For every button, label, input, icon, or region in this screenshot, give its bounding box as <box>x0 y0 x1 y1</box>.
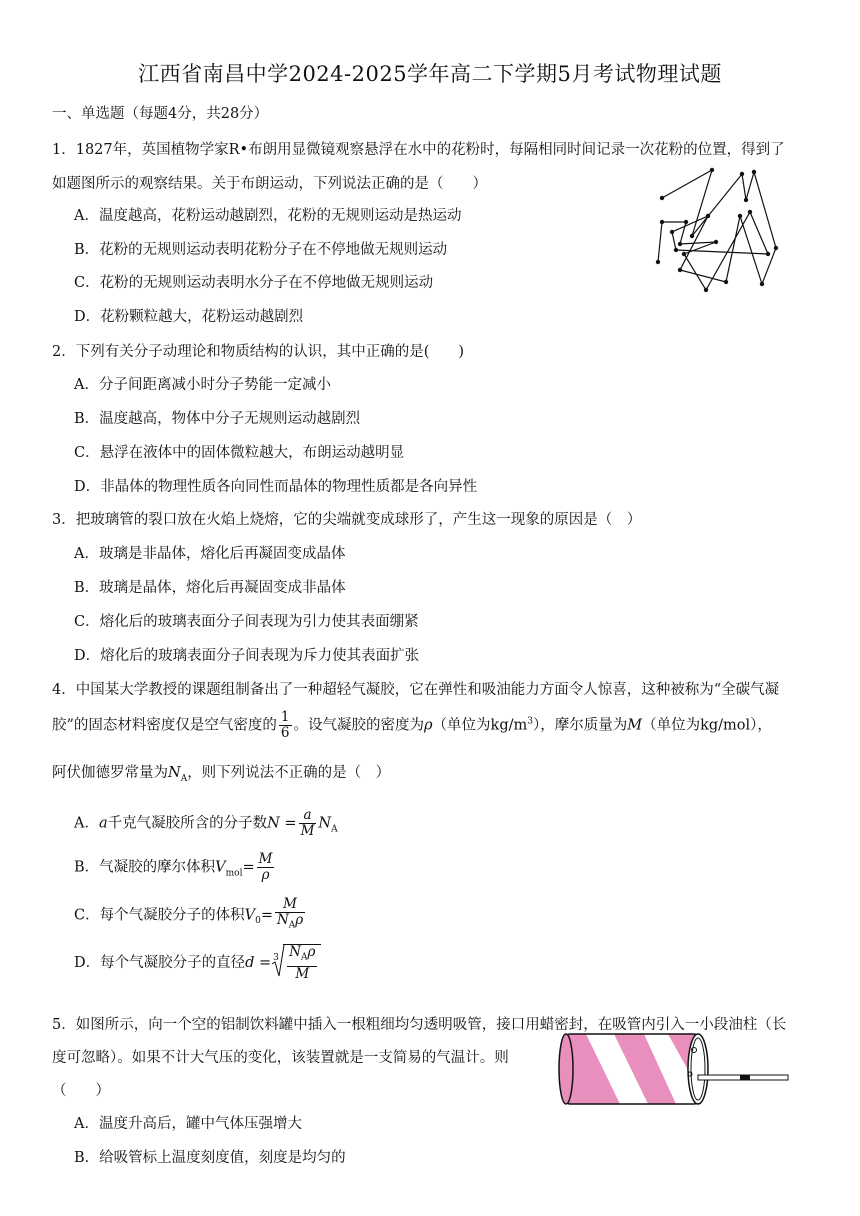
option-c-denominator <box>275 913 305 934</box>
q4-option-d <box>74 944 321 982</box>
q4-line3-text-b: ，则下列说法不正确的是（ ） <box>187 765 391 781</box>
root-index: 3 <box>273 953 279 963</box>
rho-symbol: ρ <box>424 717 433 734</box>
q2-option-a: A．分子间距离减小时分子势能一定减小 <box>74 377 331 393</box>
option-b-lhs-subscript: mol <box>225 868 243 879</box>
option-c-den-n: N <box>276 912 289 928</box>
q4-line2-text-d: ），摩尔质量为 <box>532 717 628 734</box>
q1-option-b: B．花粉的无规则运动表明花粉分子在不停地做无规则运动 <box>74 242 448 258</box>
q2-option-d: D．非晶体的物理性质各向同性而晶体的物理性质都是各向异性 <box>74 479 478 495</box>
q3-option-c: C．熔化后的玻璃表面分子间表现为引力使其表面绷紧 <box>74 614 419 630</box>
molar-mass-symbol: M <box>627 717 643 734</box>
q1-stem-line2: 如题图所示的观察结果。关于布朗运动，下列说法正确的是（ ） <box>52 176 487 192</box>
q4-option-c <box>74 897 307 934</box>
option-d-num-n: N <box>289 944 301 960</box>
q5-option-b: B．给吸管标上温度刻度值，刻度是均匀的 <box>74 1150 346 1166</box>
option-a-letter: A． <box>74 815 99 832</box>
q3-option-b: B．玻璃是晶体，熔化后再凝固变成非晶体 <box>74 580 346 596</box>
q4-line2-text-a: 胶”的固态材料密度仅是空气密度的 <box>52 717 277 734</box>
option-c-equals: = <box>260 907 273 924</box>
avogadro-subscript: A <box>180 773 188 784</box>
option-b-text: B．气凝胶的摩尔体积 <box>74 859 216 876</box>
option-a-numerator: a <box>299 808 317 824</box>
option-c-den-rho: ρ <box>295 912 304 928</box>
avogadro-symbol: N <box>168 765 181 781</box>
option-d-text: D．每个气凝胶分子的直径 <box>74 954 246 971</box>
q4-option-b <box>74 852 276 883</box>
section-heading: 一、单选题（每题4分，共28分） <box>52 106 269 122</box>
q2-option-c: C．悬浮在液体中的固体微粒越大，布朗运动越明显 <box>74 445 405 461</box>
q4-option-a <box>74 808 338 839</box>
q4-stem-line3 <box>52 763 390 789</box>
option-b-equals: = <box>242 859 255 876</box>
option-b-fraction <box>257 852 275 883</box>
option-a-denominator: M <box>300 823 315 839</box>
q4-line2-text-e: （单位为kg/mol）， <box>642 717 772 734</box>
q3-stem: 3．把玻璃管的裂口放在火焰上烧熔，它的尖端就变成球形了，产生这一现象的原因是（ ） <box>52 512 642 528</box>
option-a-fraction <box>299 808 317 839</box>
fraction-numerator: 1 <box>280 709 290 725</box>
option-a-lhs: N = <box>267 815 297 832</box>
q2-stem: 2．下列有关分子动理论和物质结构的认识，其中正确的是( ) <box>52 344 465 360</box>
option-b-numerator: M <box>258 851 273 867</box>
q1-option-a: A．温度越高，花粉运动越剧烈，花粉的无规则运动是热运动 <box>74 208 462 224</box>
option-d-numerator <box>287 945 317 967</box>
q5-stem-line2: 度可忽略）。如果不计大气压的变化，该装置就是一支简易的气温计。则 <box>52 1050 509 1066</box>
q1-option-d: D．花粉颗粒越大，花粉运动越剧烈 <box>74 309 304 325</box>
option-c-fraction <box>275 897 305 934</box>
option-a-na: N <box>318 815 332 832</box>
q2-option-b: B．温度越高，物体中分子无规则运动越剧烈 <box>74 411 361 427</box>
q4-stem-line2 <box>52 710 772 741</box>
q1-stem-line1: 1．1827年，英国植物学家R•布朗用显微镜观察悬浮在水中的花粉时，每隔相同时间记录一次花粉的位置，得到了 <box>52 142 785 158</box>
option-d-num-subscript: A <box>300 952 308 963</box>
q4-line2-text-b: 。设气凝胶的密度为 <box>293 717 425 734</box>
one-sixth-fraction <box>279 710 292 741</box>
q5-stem-line3: （ ） <box>52 1083 110 1099</box>
option-c-lhs-subscript: 0 <box>255 916 261 927</box>
cube-exponent: 3 <box>527 716 533 727</box>
q4-line2-text-c: （单位为kg/m <box>432 717 528 734</box>
q5-stem-line1: 5．如图所示，向一个空的铝制饮料罐中插入一根粗细均匀透明吸管，接口用蜡密封，在吸管内引入一小段油柱（长 <box>52 1017 787 1033</box>
brownian-motion-figure <box>650 162 780 296</box>
option-c-lhs: V <box>244 907 256 924</box>
radical-sign-icon <box>271 944 285 978</box>
option-d-fraction <box>287 945 317 982</box>
option-d-denominator: M <box>295 965 310 982</box>
option-d-num-rho: ρ <box>307 944 316 960</box>
q3-option-a: A．玻璃是非晶体，熔化后再凝固变成晶体 <box>74 546 346 562</box>
option-b-lhs: V <box>215 859 226 876</box>
option-b-denominator: ρ <box>261 867 270 883</box>
option-c-numerator: M <box>275 897 305 913</box>
q1-option-c: C．花粉的无规则运动表明水分子在不停地做无规则运动 <box>74 275 434 291</box>
q4-stem-line1: 4．中国某大学教授的课题组制备出了一种超轻气凝胶，它在弹性和吸油能力方面令人惊喜，这种被称为“全碳气凝 <box>52 682 780 698</box>
q3-option-d: D．熔化后的玻璃表面分子间表现为斥力使其表面扩张 <box>74 648 420 664</box>
fraction-denominator: 6 <box>280 725 290 741</box>
q5-option-a: A．温度升高后，罐中气体压强增大 <box>74 1116 302 1132</box>
option-d-lhs: d = <box>245 954 272 971</box>
option-c-den-subscript: A <box>288 920 296 931</box>
can-thermometer-figure <box>556 1028 792 1112</box>
page-title: 江西省南昌中学2024-2025学年高二下学期5月考试物理试题 <box>138 62 722 86</box>
option-c-text: C．每个气凝胶分子的体积 <box>74 907 245 924</box>
option-a-na-subscript: A <box>331 824 338 835</box>
q4-line3-text-a: 阿伏伽德罗常量为 <box>52 765 168 781</box>
radicand <box>283 944 321 982</box>
mass-a-symbol: a <box>98 815 108 832</box>
cube-root-expression <box>271 944 321 982</box>
option-a-text: 千克气凝胶所含的分子数 <box>107 815 268 832</box>
